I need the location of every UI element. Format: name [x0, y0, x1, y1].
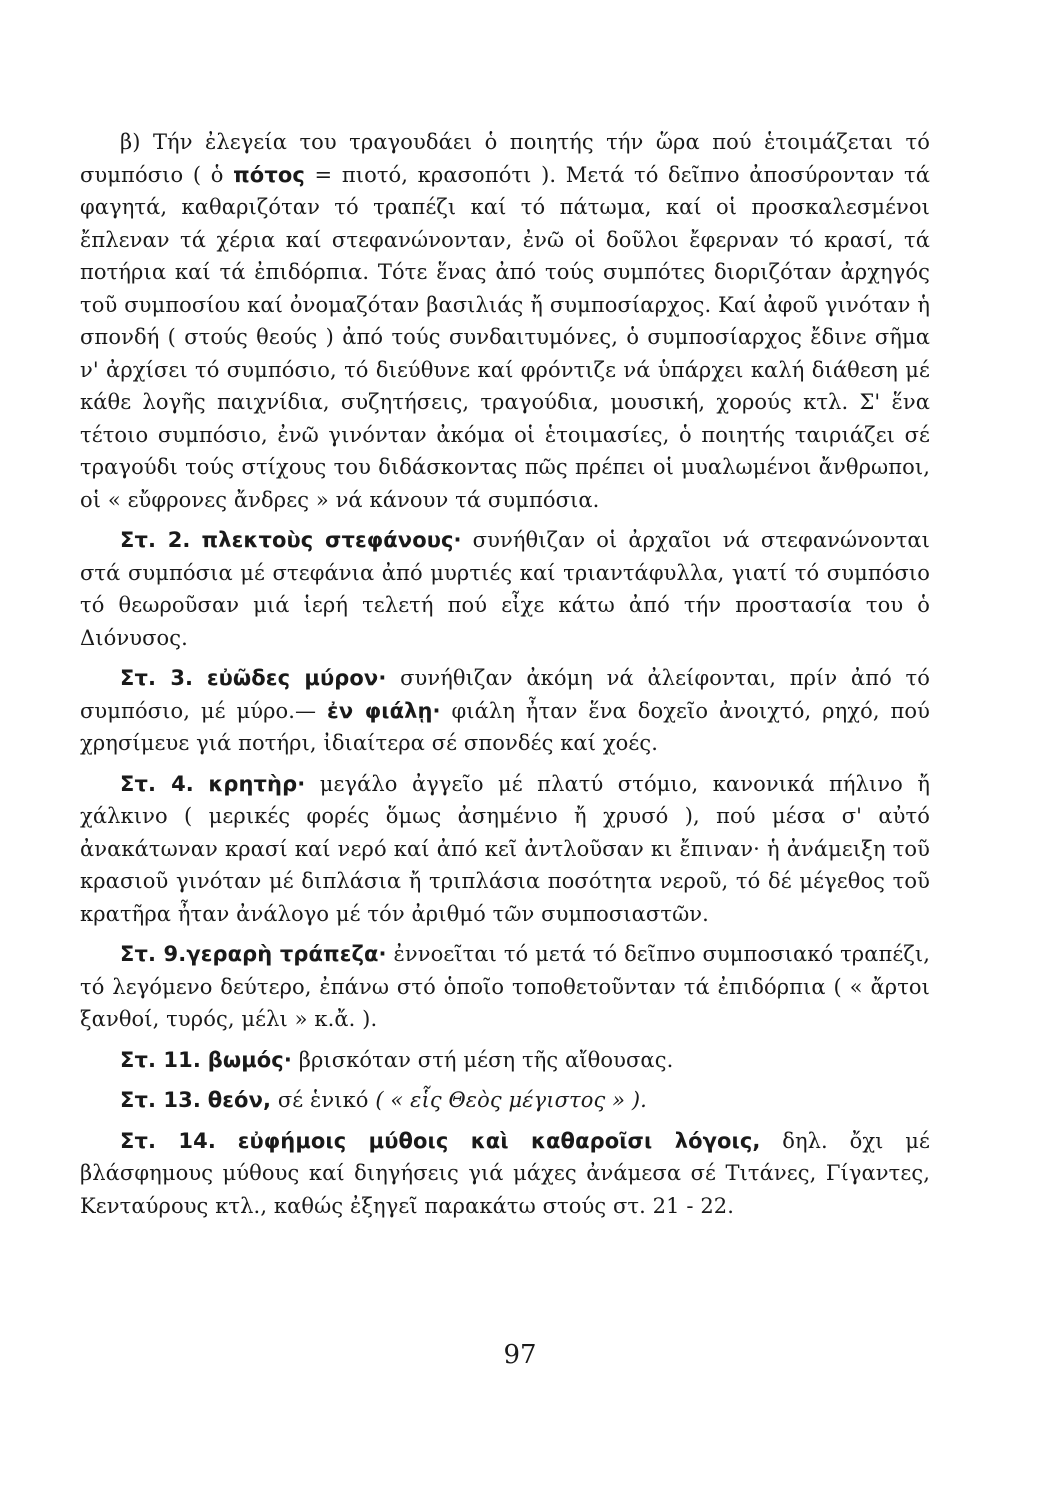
note-term: θεόν,: [207, 1088, 272, 1112]
note-text-secondary: φιάλη ἦταν ἕνα δοχεῖο ἀνοιχτό, ρηχό, πού χρησίμευε γιά ποτήρι, ἰδιαίτερα σέ σπονδές καί χοές.: [80, 698, 931, 755]
note-term: κρητὴρ·: [208, 771, 306, 796]
intro-text-1: β) Τήν ἐλεγεία του τραγουδάει ὁ ποιητής τήν ὥρα πού ἑτοιμάζεται τό συμπόσιο ( ὁ: [80, 130, 930, 187]
note-term: πλεκτοὺς στεφάνους·: [201, 528, 462, 552]
note-line-11: [80, 1044, 930, 1077]
note-text: συνήθιζαν οἱ ἀρχαῖοι νά στεφανώνονται στά συμπόσια μέ στεφάνια ἀπό μυρτιές καί τριαντάφυλλα, γιατί τό συμπόσιο τό θεωροῦσαν μιά ἱερή τελετή πού εἶχε κάτω ἀπό τήν προστασία του ὁ Διόνυσος.: [80, 528, 930, 650]
note-text: δηλ. ὄχι μέ βλάσφημους μύθους καί διηγήσεις γιά μάχες ἀνάμεσα σέ Τιτάνες, Γίγαντες, Κενταύρους κτλ., καθώς ἐξηγεῖ παρακάτω στούς στ. 21 - 22.: [80, 1128, 930, 1218]
note-text: ἐννοεῖται τό μετά τό δεῖπνο συμποσιακό τραπέζι, τό λεγόμενο δεύτερο, ἐπάνω στό ὁποῖο τοποθετοῦνταν τά ἐπιδόρπια ( « ἄρτοι ξανθοί, τυρός, μέλι » κ.ἄ. ).: [80, 942, 930, 1031]
note-italic-quote: ( « εἷς Θεὸς μέγιστος » ).: [375, 1088, 647, 1112]
note-label: Στ. 9.: [120, 942, 187, 966]
note-term: εὐφήμοις μύθοις καὶ καθαροῖσι λόγοις,: [237, 1128, 761, 1153]
note-label: Στ. 13.: [120, 1088, 201, 1112]
note-text: συνήθιζαν ἀκόμη νά ἀλείφονται, πρίν ἀπό τό συμπόσιο, μέ μύρο.—: [80, 666, 930, 723]
intro-paragraph: [80, 126, 930, 516]
page-body: [80, 126, 930, 1222]
note-line-2: [80, 524, 930, 654]
note-label: Στ. 14.: [120, 1128, 216, 1153]
page-number: 97: [503, 1340, 537, 1370]
note-line-4: [80, 768, 930, 931]
intro-text-2: = πιοτό, κρασοπότι ). Μετά τό δεῖπνο ἀποσύρονταν τά φαγητά, καθαριζόταν τό τραπέζι καί τό πάτωμα, καί οἱ προσκαλεσμένοι ἔπλεναν τά χέρια καί στεφανώνονταν, ἐνῶ οἱ δοῦλοι ἔφερναν τό κρασί, τά ποτήρια καί τά ἐπιδόρπια. Τότε ἕνας ἀπό τούς συμπότες διοριζόταν ἀρχηγός τοῦ συμποσίου καί ὀνομαζόταν βασιλιάς ἤ συμποσίαρχος. Καί ἀφοῦ γινόταν ἡ σπονδή ( στούς θεούς ) ἀπό τούς συνδαιτυμόνες, ὁ συμποσίαρχος ἔδινε σῆμα ν' ἀρχίσει τό συμπόσιο, τό διεύθυνε καί φρόντιζε νά ὑπάρχει καλή διάθεση μέ κάθε λογῆς παιχνίδια, συζητήσεις, τραγούδια, μουσική, χορούς κτλ. Σ' ἕνα τέτοιο συμπόσιο, ἐνῶ γινόνταν ἀκόμα οἱ ἑτοιμασίες, ὁ ποιητής ταιριάζει σέ τραγούδι τούς στίχους του διδάσκοντας πῶς πρέπει οἱ μυαλωμένοι ἄνθρωποι, οἱ « εὔφρονες ἄνδρες » νά κάνουν τά συμπόσια.: [80, 162, 930, 512]
intro-term-potos: πότος: [233, 162, 305, 187]
note-line-3: [80, 662, 930, 760]
note-term: βωμός·: [207, 1047, 292, 1072]
note-label: Στ. 11.: [120, 1047, 201, 1072]
note-term: γεραρὴ τράπεζα·: [186, 942, 387, 966]
note-label: Στ. 4.: [120, 771, 194, 796]
note-label: Στ. 3.: [120, 666, 194, 690]
note-line-13: [80, 1084, 930, 1117]
note-text: σέ ἑνικό: [271, 1088, 376, 1112]
note-term: εὐῶδες μύρον·: [206, 666, 387, 690]
note-line-9: [80, 938, 930, 1036]
note-text: μεγάλο ἀγγεῖο μέ πλατύ στόμιο, κανονικά πήλινο ἤ χάλκινο ( μερικές φορές ὅμως ἀσημένιο ἤ χρυσό ), πού μέσα σ' αὐτό ἀνακάτωναν κρασί καί νερό καί ἀπό κεῖ ἀντλοῦσαν κι ἔπιναν· ἡ ἀνάμειξη τοῦ κρασιοῦ γινόταν μέ διπλάσια ἤ τριπλάσια ποσότητα νεροῦ, τό δέ μέγεθος τοῦ κρατῆρα ἦταν ἀνάλογο μέ τόν ἀριθμό τῶν συμποσιαστῶν.: [80, 771, 931, 926]
note-label: Στ. 2.: [120, 528, 191, 552]
note-term-secondary: ἐν φιάλῃ·: [327, 698, 441, 723]
note-text: βρισκόταν στή μέση τῆς αἴθουσας.: [291, 1047, 674, 1072]
note-line-14: [80, 1125, 930, 1223]
